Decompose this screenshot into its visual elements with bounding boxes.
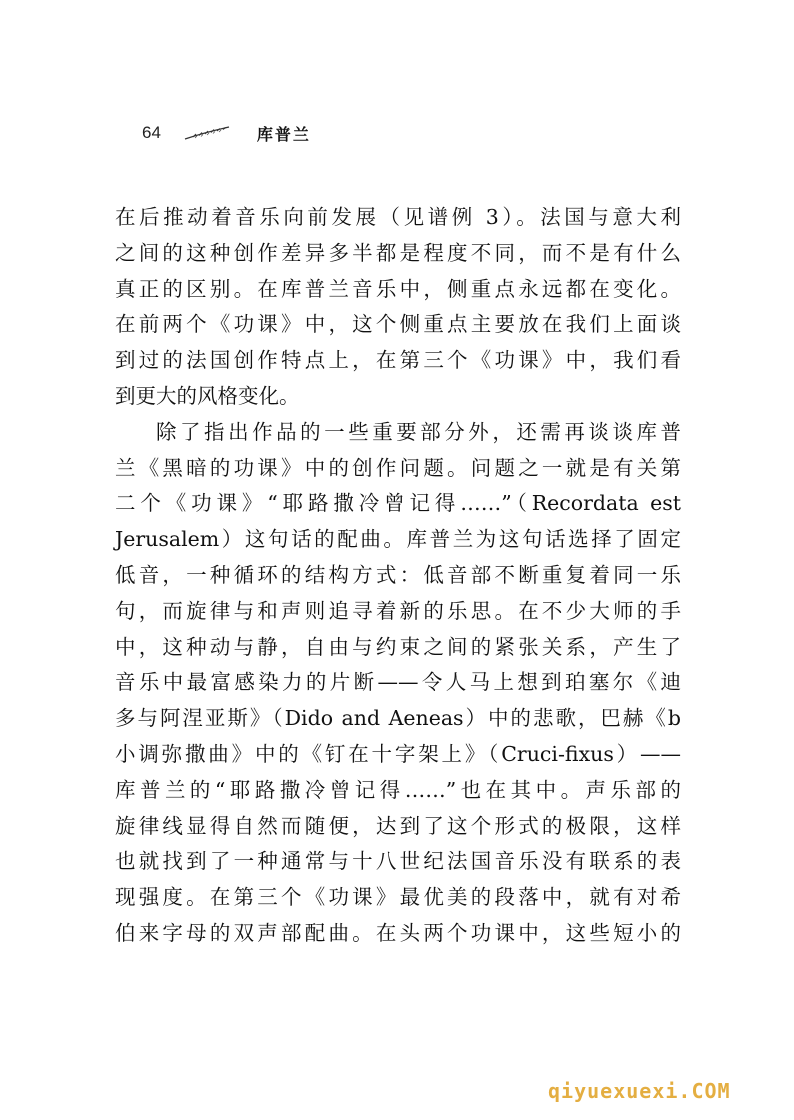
text-line: 在前两个《功课》中，这个侧重点主要放在我们上面谈 bbox=[115, 312, 681, 337]
paragraph bbox=[115, 415, 681, 952]
text-line: 小调弥撒曲》中的《钉在十字架上》（Cruci-fixus）—— bbox=[115, 741, 681, 766]
text-line: 低音，一种循环的结构方式：低音部不断重复着同一乐 bbox=[115, 562, 681, 587]
text-line: 句，而旋律与和声则追寻着新的乐思。在不少大师的手 bbox=[115, 598, 681, 623]
text-line: 伯来字母的双声部配曲。在头两个功课中，这些短小的 bbox=[115, 920, 681, 945]
feather-ornament-icon bbox=[183, 125, 231, 141]
running-header bbox=[142, 118, 311, 148]
body-text bbox=[115, 200, 681, 952]
text-line: 现强度。在第三个《功课》最优美的段落中，就有对希 bbox=[115, 885, 681, 910]
text-line: 旋律线显得自然而随便，达到了这个形式的极限，这样 bbox=[115, 813, 681, 838]
running-title: 库普兰 bbox=[256, 124, 311, 144]
text-line: Jerusalem）这句话的配曲。库普兰为这句话选择了固定 bbox=[115, 527, 681, 552]
text-line: 在后推动着音乐向前发展（见谱例 3）。法国与意大利 bbox=[115, 205, 681, 229]
text-line: 音乐中最富感染力的片断——令人马上想到珀塞尔《迪 bbox=[115, 670, 681, 695]
page-number: 64 bbox=[142, 123, 161, 142]
text-line: 真正的区别。在库普兰音乐中，侧重点永远都在变化。 bbox=[115, 276, 681, 301]
site-watermark: qiyuexuexi.COM bbox=[548, 1079, 731, 1103]
text-line: 库普兰的“耶路撒冷曾记得……”也在其中。声乐部的 bbox=[115, 777, 681, 802]
text-line: 除了指出作品的一些重要部分外，还需再谈谈库普 bbox=[156, 419, 681, 444]
text-line: 也就找到了一种通常与十八世纪法国音乐没有联系的表 bbox=[115, 849, 681, 874]
text-line: 兰《黑暗的功课》中的创作问题。问题之一就是有关第 bbox=[115, 455, 681, 480]
text-line: 之间的这种创作差异多半都是程度不同，而不是有什么 bbox=[115, 240, 681, 265]
text-line: 中，这种动与静，自由与约束之间的紧张关系，产生了 bbox=[115, 634, 681, 659]
paragraph-continued bbox=[115, 200, 681, 415]
text-line: 多与阿涅亚斯》（Dido and Aeneas）中的悲歌，巴赫《b bbox=[115, 706, 681, 731]
text-line: 到更大的风格变化。 bbox=[115, 383, 300, 408]
text-line: 二个《功课》“耶路撒冷曾记得……”（Recordata est bbox=[115, 491, 681, 516]
text-line: 到过的法国创作特点上，在第三个《功课》中，我们看 bbox=[115, 348, 681, 373]
